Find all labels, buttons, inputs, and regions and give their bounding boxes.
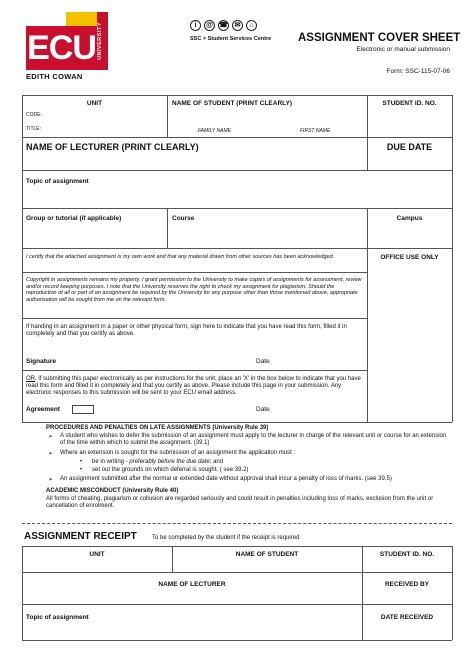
receipt-date-received-header: DATE RECEIVED [380, 614, 434, 621]
code-label: CODE: [26, 112, 42, 118]
procedure-3: An assignment submitted after the normal or extended date without approval shall incur a penalty of loss of marks. (see 39.5) [60, 476, 392, 482]
campus-label: Campus [396, 215, 423, 222]
electronic-text [26, 376, 362, 398]
course-label: Course [172, 215, 195, 222]
topic-label: Topic of assignment [26, 178, 89, 185]
paper-text: If handing in an assignment in a paper or other physical form, sign here to indicate that you have read this form, filled it in completely and that you certify as above. [26, 324, 347, 338]
procedure-2: Where an extension is sought for the submission of an assignment the application must : [60, 450, 296, 456]
receipt-student-name-header: NAME OF STUDENT [235, 551, 299, 558]
sub-procedure-2: set out the grounds on which deferral is sought. ( see 39.2) [92, 467, 249, 473]
sub-procedure-1b: preferably before the due date [129, 459, 210, 465]
misconduct-text: All forms of cheating, plagiarism or collusion are regarded seriously and could result in penalties including loss of marks, exclusion from the unit or cancellation of enrolment. [46, 496, 434, 510]
procedures-heading: PROCEDURES AND PENALTIES ON LATE ASSIGNMENTS (University Rule 39) [46, 425, 269, 431]
receipt-title: ASSIGNMENT RECEIPT [24, 531, 137, 542]
first-name-label: FIRST NAME [300, 128, 331, 134]
phone-icon: ☎ [219, 22, 228, 29]
student-id-header: STUDENT ID. NO. [382, 100, 437, 107]
or-label: OR [26, 376, 35, 382]
page-subtitle: Electronic or manual submission [356, 46, 450, 53]
sub-procedure-1a: be in writing - [92, 459, 130, 465]
arrow-bullet-icon: ➢ [48, 434, 54, 440]
receipt-unit-header: UNIT [89, 551, 105, 558]
logo-letters: ECU [27, 29, 96, 67]
logo-name: EDITH COWAN [26, 72, 83, 81]
office-use-label: OFFICE USE ONLY [380, 254, 439, 261]
signature-label: Signature [26, 358, 56, 365]
electronic-body: , if submitting this paper electronically as per instructions for the unit, place an 'X' in the box below to indicate that you have read this form and filled it in completely and that you certify as above. Please include this page in your submission. Any electronic responses to this submission will be sent to your ECU email address. [26, 376, 361, 397]
student-name-header: NAME OF STUDENT (PRINT CLEARLY) [172, 100, 293, 107]
title-label: TITLE: [26, 126, 42, 132]
dot-bullet-icon: • [80, 459, 83, 465]
misconduct-heading: ACADEMIC MISCONDUCT (University Rule 40) [46, 488, 179, 494]
group-label: Group or tutorial (if applicable) [26, 215, 122, 222]
cut-line [22, 523, 452, 524]
due-date-header: DUE DATE [386, 142, 433, 152]
page-title: ASSIGNMENT COVER SHEET [298, 32, 461, 44]
arrow-bullet-icon: ➢ [48, 477, 54, 483]
ssc-icons [190, 20, 257, 31]
receipt-note: To be completed by the student if the receipt is required [152, 535, 300, 541]
sub-procedure-1c: ; and [209, 459, 224, 465]
agreement-checkbox[interactable] [72, 405, 94, 414]
procedure-1: A student who wishes to defer the submission of an assignment must apply to the lecturer in charge of the relevant unit or course for an extension of the time within which to submit the assignment. (39.1) [60, 433, 447, 447]
receipt-lecturer-header: NAME OF LECTURER [158, 581, 226, 588]
lecturer-header: NAME OF LECTURER (PRINT CLEARLY) [26, 142, 199, 152]
receipt-received-by-header: RECEIVED BY [384, 581, 430, 588]
form-code: Form: SSC-115-07-06 [386, 68, 450, 75]
dot-bullet-icon: • [80, 467, 83, 473]
logo-university: UNIVERSITY [97, 22, 103, 61]
certify-text: I certify that the attached assignment is my own work and that any material drawn from other sources has been acknowledged. [26, 254, 335, 260]
mail-icon: ✉ [232, 20, 243, 31]
agreement-label: Agreement [26, 406, 60, 413]
date-label-1: Date [256, 358, 270, 365]
info-icon: i [190, 20, 201, 31]
arrow-bullet-icon: ➢ [48, 451, 54, 457]
sub-procedure-1 [92, 459, 223, 466]
at-icon: @ [204, 20, 215, 31]
date-label-2: Date [256, 406, 270, 413]
unit-header: UNIT [86, 100, 103, 107]
receipt-topic-label: Topic of assignment [26, 614, 89, 621]
family-name-label: FAMILY NAME [198, 128, 231, 134]
ssc-label: SSC > Student Services Centre [190, 36, 272, 42]
home-icon: ⌂ [246, 20, 257, 31]
receipt-student-id-header: STUDENT ID. NO. [379, 551, 435, 558]
copyright-text: Copyright in assignments remains my property. I grant permission to the University to make copies of assignments for assessment, review and/or record keeping purposes. I note that the University reserves the right to check my assignment for plagiarism. Should the reproduction of all or part of an assignment be required by the University for any purpose other than those mentioned above, appropriate authorisation will be sought from me on the relevant form. [26, 277, 362, 303]
